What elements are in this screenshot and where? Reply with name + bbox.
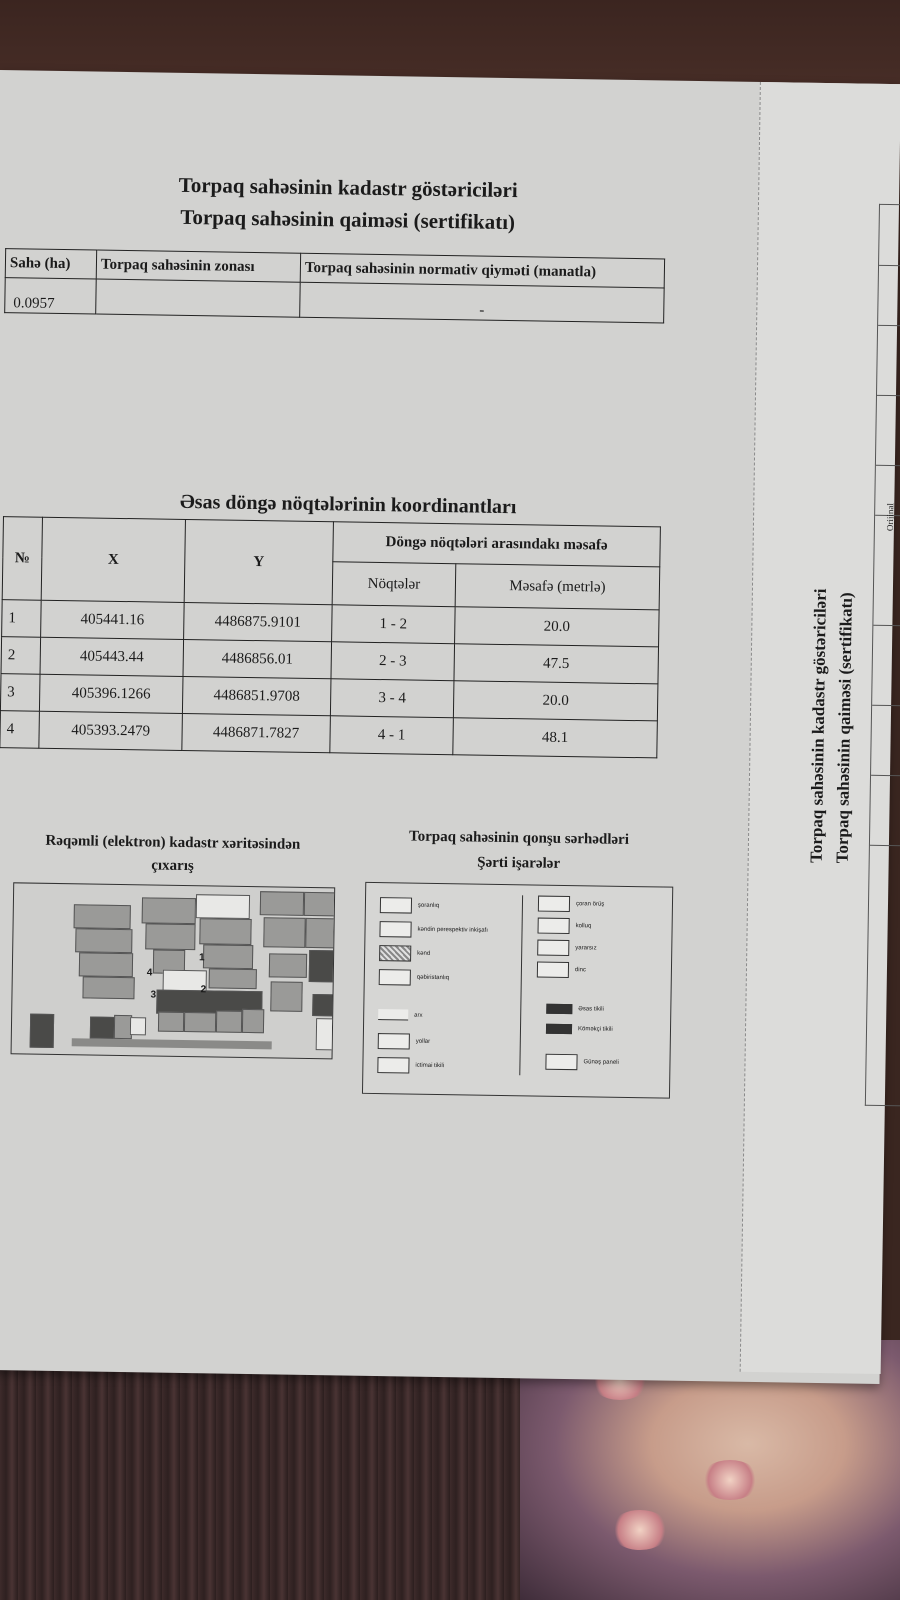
legend-item: Əsas tikili <box>546 1004 604 1015</box>
legend-item: şoranlıq <box>380 897 440 914</box>
legend-item: Günəş paneli <box>545 1054 619 1071</box>
row-x: 405443.44 <box>40 637 184 676</box>
map-parcel <box>203 944 253 969</box>
map-parcel <box>184 1012 216 1033</box>
map-parcel <box>216 1011 242 1033</box>
village-development-icon <box>379 921 411 938</box>
x-header: X <box>41 517 185 602</box>
row-x: 405441.16 <box>41 600 185 639</box>
area-value: 0.0957 <box>5 278 97 314</box>
row-x: 405396.1266 <box>39 674 183 713</box>
zone-value <box>96 279 301 317</box>
legend-item: çoran örüş <box>538 896 605 913</box>
map-point-label: 3 <box>150 989 157 1001</box>
unusable-land-icon <box>537 940 569 957</box>
normative-value: - <box>300 282 665 323</box>
row-points: 1 - 2 <box>332 605 456 644</box>
area-header: Sahə (ha) <box>5 249 96 279</box>
map-parcel <box>312 994 334 1016</box>
main-building-icon <box>546 1004 572 1014</box>
map-parcel <box>209 968 257 989</box>
solar-panel-icon <box>545 1054 577 1071</box>
map-parcel <box>309 950 335 982</box>
no-header: № <box>2 517 42 601</box>
row-points: 2 - 3 <box>331 642 455 681</box>
public-building-icon <box>377 1057 409 1074</box>
map-parcel <box>316 1018 335 1050</box>
road <box>72 1038 272 1049</box>
side-title-line2: Torpaq sahəsinin qaiməsi (sertifikatı) <box>832 592 856 864</box>
shrubland-icon <box>538 918 570 935</box>
points-header: Nöqtələr <box>332 562 456 606</box>
auxiliary-building-icon <box>546 1024 572 1034</box>
document-page <box>0 70 900 1384</box>
map-parcel <box>158 1012 184 1032</box>
document-title: Torpaq sahəsinin kadastr göstəriciləri <box>178 172 518 203</box>
coordinates-table <box>0 516 661 758</box>
village-icon <box>379 945 411 962</box>
canal-icon <box>378 1009 408 1020</box>
legend-item: kolluq <box>538 918 592 935</box>
map-parcel <box>75 928 132 953</box>
map-parcel <box>145 923 195 950</box>
map-parcel <box>90 1017 116 1039</box>
legend-item: arx <box>378 1009 423 1021</box>
map-caption-line1: Rəqəmli (elektron) kadastr xəritəsindən <box>45 832 301 853</box>
distance-group-header: Döngə nöqtələri arasındakı məsafə <box>333 522 661 568</box>
y-header: Y <box>184 519 333 604</box>
cemetery-icon <box>379 969 411 986</box>
row-x: 405393.2479 <box>39 711 183 750</box>
legend-caption <box>365 828 672 875</box>
map-parcel <box>305 918 335 948</box>
row-points: 3 - 4 <box>330 679 454 718</box>
map-point-label: 4 <box>146 967 153 979</box>
row-no: 1 <box>2 600 42 638</box>
map-parcel <box>263 917 305 948</box>
map-parcel <box>269 953 307 978</box>
row-no: 4 <box>0 711 39 749</box>
map-parcel <box>270 981 302 1011</box>
row-no: 3 <box>0 674 40 712</box>
saline-land-icon <box>380 897 412 914</box>
row-distance: 20.0 <box>455 607 660 647</box>
legend-item: dinc <box>537 962 586 979</box>
map-parcel <box>199 918 251 945</box>
map-caption-line2: çıxarış <box>151 857 194 875</box>
map-point-label: 1 <box>198 952 205 964</box>
neighbors-title: Torpaq sahəsinin qonşu sərhədləri <box>408 828 630 848</box>
row-distance: 48.1 <box>453 718 658 758</box>
map-parcel <box>304 892 335 916</box>
side-title-line1: Torpaq sahəsinin kadastr göstəriciləri <box>806 588 830 864</box>
map-parcel <box>260 891 304 916</box>
legend-item: qəbiristanlıq <box>379 969 450 986</box>
map-parcel <box>142 897 196 924</box>
adjacent-page <box>740 82 900 1374</box>
row-y: 4486856.01 <box>183 639 332 678</box>
map-parcel <box>82 976 134 999</box>
document-subtitle: Torpaq sahəsinin qaiməsi (sertifikatı) <box>180 204 516 235</box>
map-parcel <box>196 894 250 919</box>
pasture-icon <box>538 896 570 913</box>
row-y: 4486875.9101 <box>184 602 333 641</box>
distance-header: Məsafə (metrlə) <box>455 564 660 610</box>
legend-title: Şərti işarələr <box>477 854 561 872</box>
row-y: 4486871.7827 <box>182 713 331 752</box>
legend-item: Köməkçi tikili <box>546 1024 613 1035</box>
side-corner-label: Orijinal <box>884 502 896 532</box>
map-parcel <box>130 1017 146 1035</box>
row-distance: 20.0 <box>453 681 658 721</box>
map-parcel <box>74 904 131 929</box>
coordinates-title: Əsas döngə nöqtələrinin koordinantları <box>179 490 517 519</box>
map-parcel <box>79 952 133 977</box>
legend-box <box>362 882 673 1099</box>
side-form-box <box>865 204 900 1107</box>
map-caption <box>7 832 338 877</box>
map-parcel <box>242 1009 264 1033</box>
row-no: 2 <box>1 637 41 675</box>
map-parcel <box>30 1014 55 1048</box>
legend-item: kənd <box>379 945 430 962</box>
fallow-land-icon <box>537 962 569 979</box>
zone-header: Torpaq sahəsinin zonası <box>96 250 300 282</box>
value-header: Torpaq sahəsinin normativ qiyməti (manatla) <box>300 253 664 288</box>
legend-item: kəndin perespektiv inkişafı <box>379 921 488 939</box>
cadastral-map-extract <box>11 882 336 1059</box>
sofa-fabric-background <box>0 1360 560 1600</box>
row-y: 4486851.9708 <box>182 676 331 715</box>
road-icon <box>378 1033 410 1050</box>
legend-item: yollar <box>378 1033 431 1050</box>
row-distance: 47.5 <box>454 644 659 684</box>
summary-table <box>4 248 665 323</box>
row-points: 4 - 1 <box>330 716 454 755</box>
map-point-label: 2 <box>200 984 207 996</box>
legend-item: ictimai tikili <box>377 1057 444 1074</box>
legend-item: yararsız <box>537 940 597 957</box>
side-title <box>804 588 860 863</box>
